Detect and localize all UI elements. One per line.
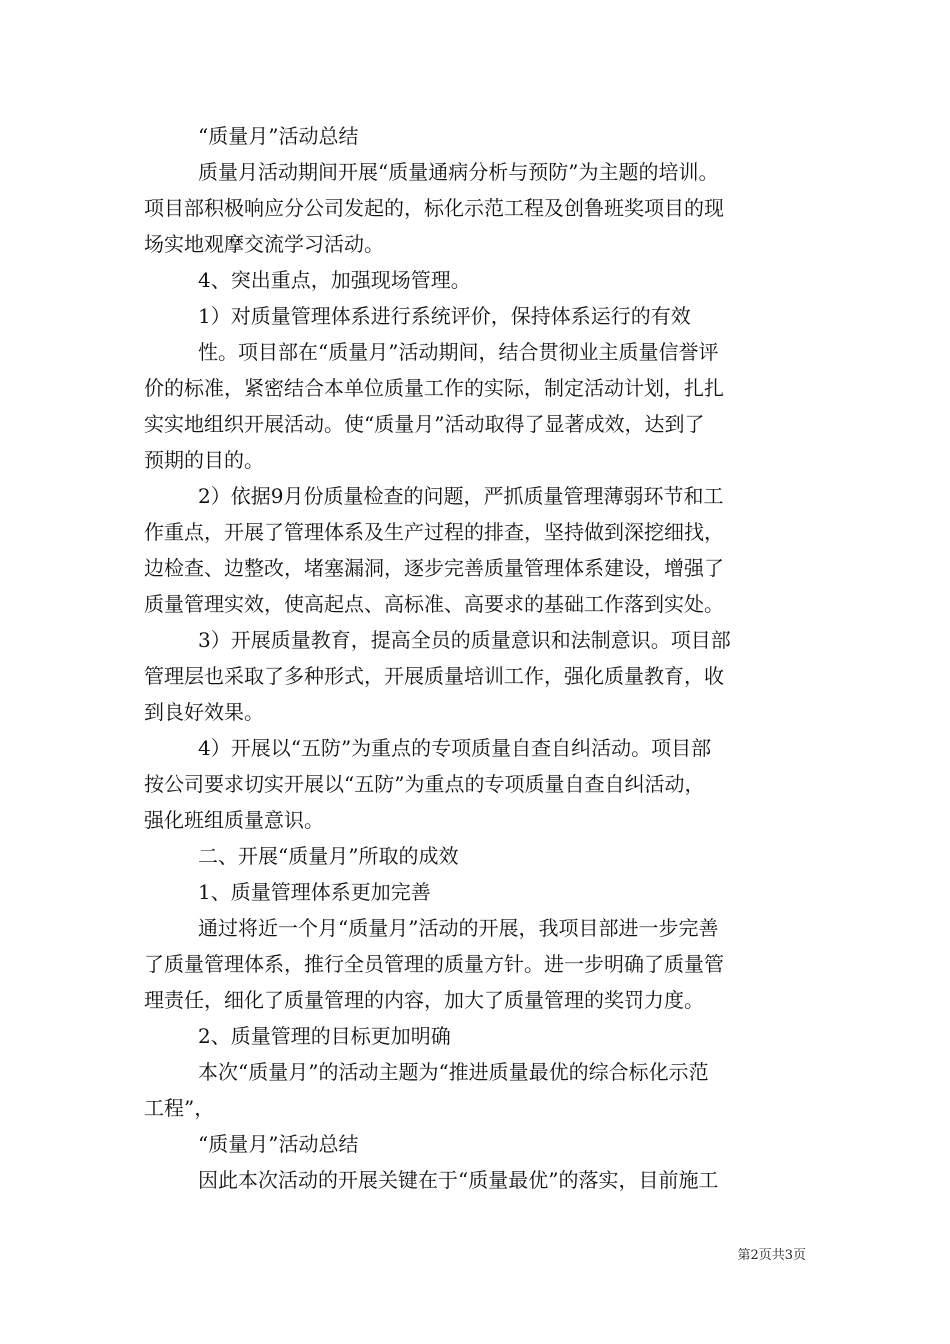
- text-line-1: “质量月”活动总结: [198, 124, 359, 148]
- text-line-7: 性。项目部在“质量月”活动期间，结合贯彻业主质量信誉评: [198, 340, 719, 364]
- text-line-23: 通过将近一个月“质量月”活动的开展，我项目部进一步完善: [198, 916, 719, 940]
- document-body: [144, 118, 814, 1198]
- text-line-29: “质量月”活动总结: [198, 1132, 359, 1156]
- text-line-26: 2、质量管理的目标更加明确: [198, 1024, 451, 1048]
- text-line-30: 因此本次活动的开展关键在于“质量最优”的落实，目前施工: [198, 1168, 719, 1192]
- text-line-4: 场实地观摩交流学习活动。: [144, 232, 384, 256]
- text-line-5: 4、突出重点，加强现场管理。: [198, 268, 471, 292]
- text-line-24: 了质量管理体系，推行全员管理的质量方针。进一步明确了质量管: [144, 952, 724, 976]
- text-line-15: 3）开展质量教育，提高全员的质量意识和法制意识。项目部: [198, 628, 731, 652]
- text-line-10: 预期的目的。: [144, 448, 264, 472]
- text-line-22: 1、质量管理体系更加完善: [198, 880, 431, 904]
- text-line-8: 价的标准，紧密结合本单位质量工作的实际，制定活动计划，扎扎: [144, 376, 724, 400]
- text-line-16: 管理层也采取了多种形式，开展质量培训工作，强化质量教育，收: [144, 664, 724, 688]
- text-line-12: 作重点，开展了管理体系及生产过程的排查，坚持做到深挖细找，: [144, 520, 724, 544]
- text-line-9: 实实地组织开展活动。使“质量月”活动取得了显著成效，达到了: [144, 412, 705, 436]
- page-number-footer: 第2页共3页: [737, 1248, 806, 1263]
- text-line-11: 2）依据9月份质量检查的问题，严抓质量管理薄弱环节和工: [198, 484, 724, 508]
- text-line-27: 本次“质量月”的活动主题为“推进质量最优的综合标化示范: [198, 1060, 709, 1084]
- text-line-17: 到良好效果。: [144, 700, 264, 724]
- text-line-18: 4）开展以“五防”为重点的专项质量自查自纠活动。项目部: [198, 736, 712, 760]
- text-line-3: 项目部积极响应分公司发起的，标化示范工程及创鲁班奖项目的现: [144, 196, 724, 220]
- text-line-20: 强化班组质量意识。: [144, 808, 324, 832]
- text-line-6: 1）对质量管理体系进行系统评价，保持体系运行的有效: [198, 304, 691, 328]
- text-line-14: 质量管理实效，使高起点、高标准、高要求的基础工作落到实处。: [144, 592, 724, 616]
- text-line-21: 二、开展“质量月”所取的成效: [198, 844, 459, 868]
- text-line-28: 工程”，: [144, 1096, 215, 1120]
- text-line-2: 质量月活动期间开展“质量通病分析与预防”为主题的培训。: [198, 160, 719, 184]
- text-line-25: 理责任，细化了质量管理的内容，加大了质量管理的奖罚力度。: [144, 988, 704, 1012]
- text-line-13: 边检查、边整改，堵塞漏洞，逐步完善质量管理体系建设，增强了: [144, 556, 724, 580]
- text-line-19: 按公司要求切实开展以“五防”为重点的专项质量自查自纠活动，: [144, 772, 705, 796]
